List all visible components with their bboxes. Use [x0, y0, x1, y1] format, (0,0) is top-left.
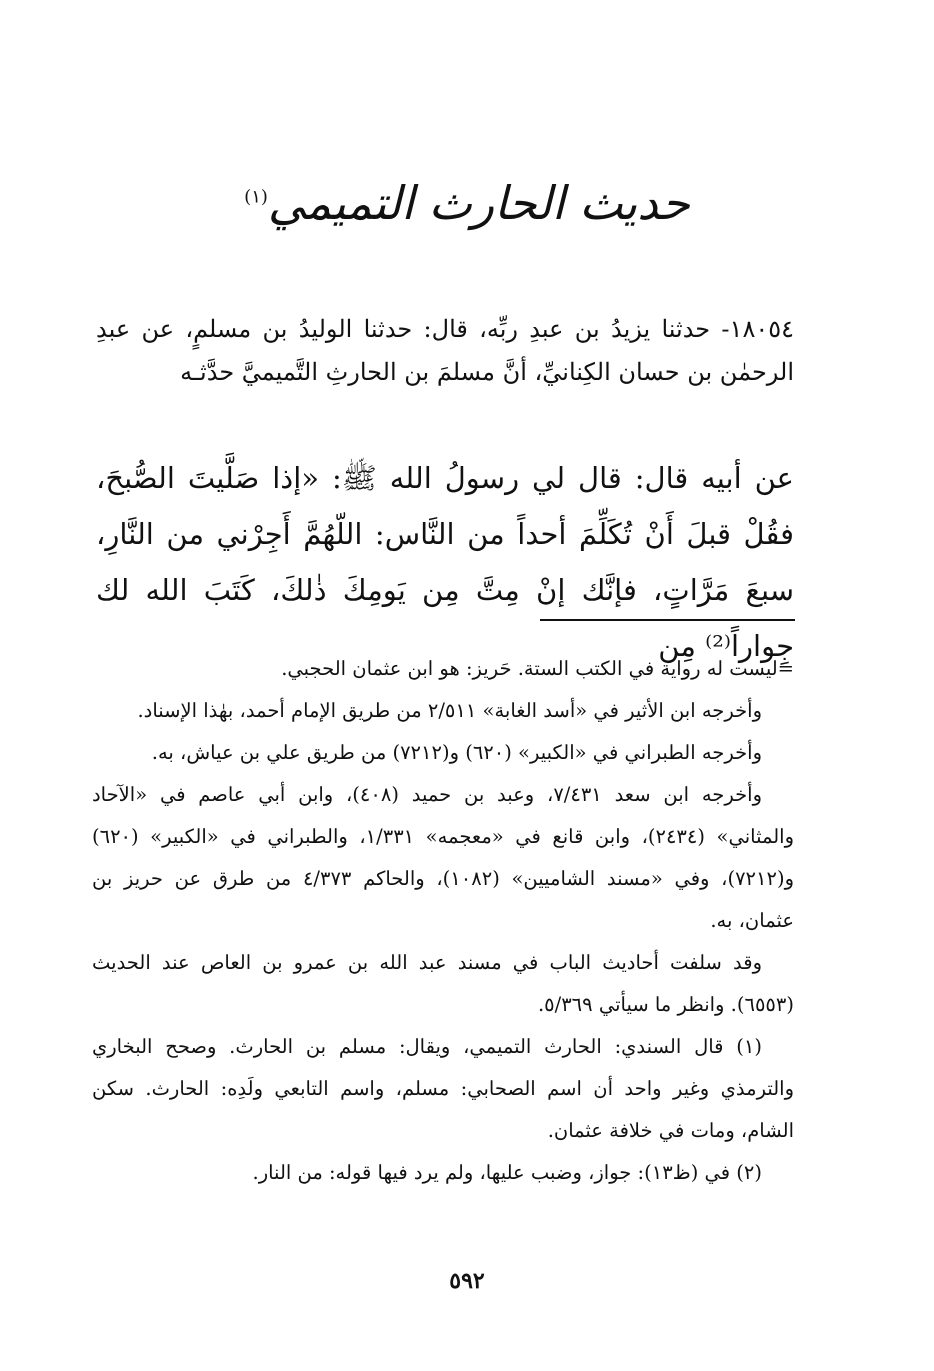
footnote-1: (١) قال السندي: الحارث التميمي، ويقال: مسلم بن الحارث. وصحح البخاري والترمذي وغير واحد أن اسم الصحابي: مسلم، واسم التابعي ولَدِه: الحارث. سكن الشام، ومات في خلافة عثمان. [92, 1035, 794, 1142]
footnote-paragraph: وأخرجه الطبراني في «الكبير» (٦٢٠) و(٧٢١٢) من طريق علي بن عياش، به. [151, 741, 762, 764]
hadith-chain: ١٨٠٥٤- حدثنا يزيدُ بن عبدِ ربِّه، قال: حدثنا الوليدُ بن مسلمٍ، عن عبدِ الرحمٰن بن حسان الكِنانيِّ، أنَّ مسلمَ بن الحارثِ التَّميميَّ حدَّثـه [96, 315, 794, 386]
footnote-paragraph: وقد سلفت أحاديث الباب في مسند عبد الله بن عمرو بن العاص عند الحديث (٦٥٥٣). وانظر ما سيأتي ٥/٣٦٩. [92, 951, 794, 1016]
hadith-text: عن أبيه قال: قال لي رسولُ الله ﷺ: «إذا صَلَّيتَ الصُّبحَ، فقُلْ قبلَ أَنْ تُكَلِّمَ أحداً من النَّاس: اللّهُمَّ أَجِرْني من النَّارِ، سبعَ مَرَّاتٍ، فإنَّك إنْ مِتَّ مِن يَومِكَ ذٰلكَ، كَتَبَ الله لك جِواراً⁽²⁾ مِن [96, 461, 795, 663]
footnote-paragraph: وأخرجه ابن سعد ٧/٤٣١، وعبد بن حميد (٤٠٨)، وابن أبي عاصم في «الآحاد والمثاني» (٢٤٣٤)، وابن قانع في «معجمه» ١/٣٣١، والطبراني في «الكبير» (٦٢٠) و(٧٢١٢)، وفي «مسند الشاميين» (١٠٨٢)، والحاكم ٤/٣٧٣ من طرق عن حريز بن عثمان، به. [92, 783, 794, 932]
title-footnote-marker: (١) [244, 186, 268, 208]
page-number: ٥٩٢ [449, 1268, 485, 1294]
section-title [0, 176, 934, 230]
footnote-separator [540, 619, 795, 621]
footnote-continuation: =ليست له رواية في الكتب الستة. حَريز: هو ابن عثمان الحجبي. [281, 657, 794, 680]
section-title-text: حديث الحارث التميمي [267, 176, 690, 230]
footnote-paragraph: وأخرجه ابن الأثير في «أسد الغابة» ٢/٥١١ من طريق الإمام أحمد، بهٰذا الإسناد. [137, 699, 762, 722]
footnotes [92, 648, 794, 1194]
footnote-2: (٢) في (ظ١٣): جواز، وضبب عليها، ولم يرد فيها قوله: من النار. [252, 1161, 762, 1184]
